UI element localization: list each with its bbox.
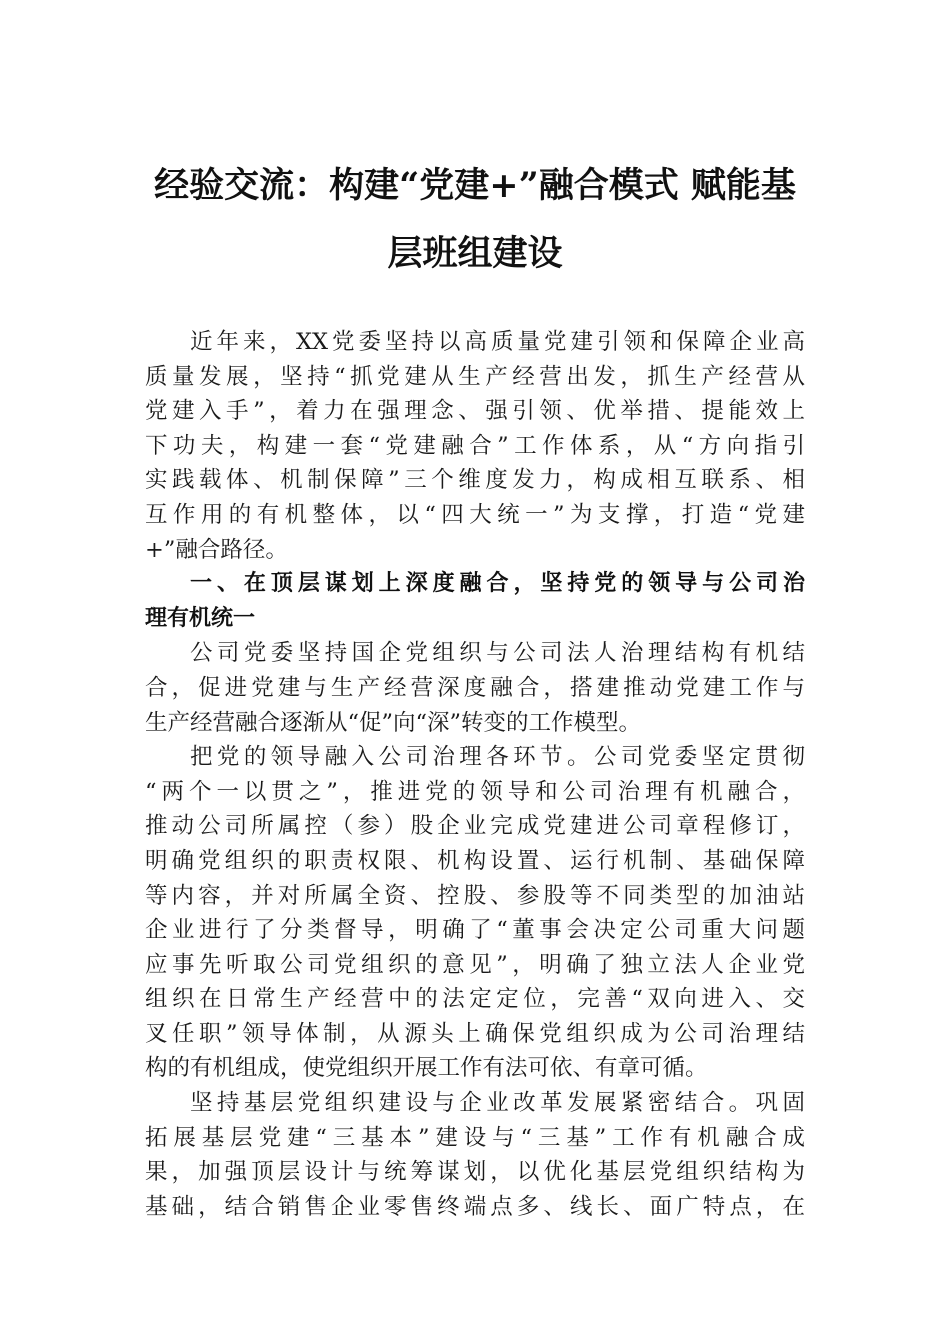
paragraph-line: 拓展基层党建“三基本”建设与“三基”工作有机融合成 <box>145 1124 805 1151</box>
paragraph-line: 公司党委坚持国企党组织与公司法人治理结构有机结 <box>190 640 805 667</box>
paragraph-line: 近年来，XX党委坚持以高质量党建引领和保障企业高 <box>190 329 805 355</box>
paragraph-line: 党建入手”，着力在强理念、强引领、优举措、提能效上 <box>145 398 805 425</box>
paragraph-line: 质量发展，坚持“抓党建从生产经营出发，抓生产经营从 <box>145 363 805 390</box>
document-title-line-2: 层班组建设 <box>387 233 563 274</box>
paragraph-line: 等内容，并对所属全资、控股、参股等不同类型的加油站 <box>145 882 805 909</box>
paragraph-line: 应事先听取公司党组织的意见”，明确了独立法人企业党 <box>145 951 805 978</box>
document-title-line-1: 经验交流：构建“党建+”融合模式 赋能基 <box>154 165 796 206</box>
section-heading-line: 理有机统一 <box>145 605 256 631</box>
paragraph-line: “两个一以贯之”，推进党的领导和公司治理有机融合， <box>145 778 805 805</box>
paragraph-line: 构的有机组成，使党组织开展工作有法可依、有章可循。 <box>145 1055 708 1082</box>
paragraph-line: 基础，结合销售企业零售终端点多、线长、面广特点，在 <box>145 1193 805 1220</box>
paragraph-line: 企业进行了分类督导，明确了“董事会决定公司重大问题 <box>145 917 805 944</box>
document-body <box>145 325 805 1224</box>
paragraph-line: 坚持基层党组织建设与企业改革发展紧密结合。巩固 <box>190 1090 805 1117</box>
paragraph-line: 合，促进党建与生产经营深度融合，搭建推动党建工作与 <box>145 674 805 701</box>
paragraph-line: +”融合路径。 <box>145 536 288 563</box>
paragraph-line: 果，加强顶层设计与统筹谋划，以优化基层党组织结构为 <box>145 1159 805 1186</box>
paragraph-line: 生产经营融合逐渐从“促”向“深”转变的工作模型。 <box>145 709 642 736</box>
paragraph-line: 推动公司所属控（参）股企业完成党建进公司章程修订， <box>145 813 805 840</box>
paragraph-line: 实践载体、机制保障”三个维度发力，构成相互联系、相 <box>145 467 805 494</box>
paragraph-line: 组织在日常生产经营中的法定定位，完善“双向进入、交 <box>145 986 805 1013</box>
paragraph-line: 互作用的有机整体，以“四大统一”为支撑，打造“党建 <box>145 501 805 528</box>
paragraph-line: 下功夫，构建一套“党建融合”工作体系，从“方向指引 <box>145 432 805 459</box>
paragraph-line: 把党的领导融入公司治理各环节。公司党委坚定贯彻 <box>190 744 805 771</box>
paragraph-line: 明确党组织的职责权限、机构设置、运行机制、基础保障 <box>145 847 805 874</box>
paragraph-line: 叉任职”领导体制，从源头上确保党组织成为公司治理结 <box>145 1020 805 1047</box>
section-heading-line: 一、在顶层谋划上深度融合，坚持党的领导与公司治 <box>190 571 805 597</box>
